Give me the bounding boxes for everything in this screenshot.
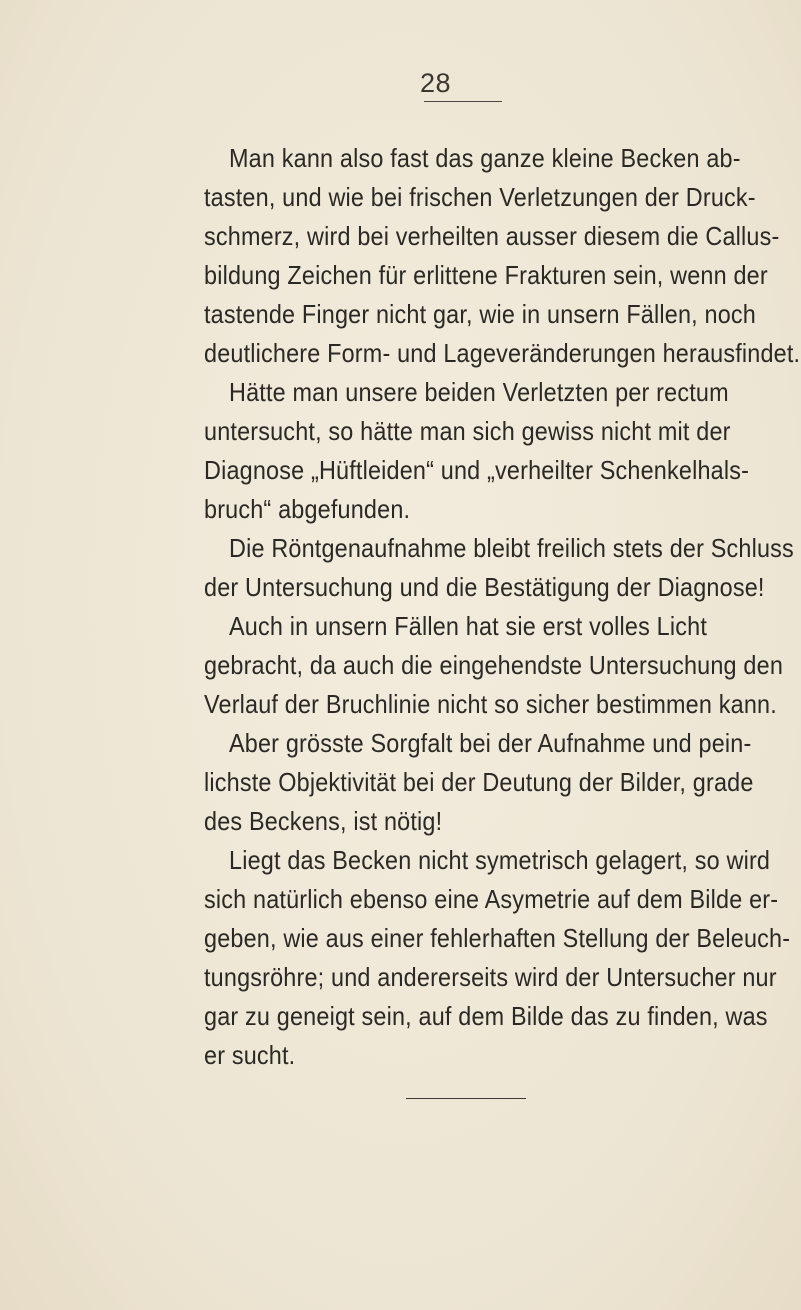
- text-line: er sucht.: [204, 1040, 296, 1070]
- text-line: lichste Objektivität bei der Deutung der Bilder, grade: [204, 767, 754, 797]
- page-number: 28: [420, 68, 452, 98]
- text-line: Auch in unsern Fällen hat sie erst volles Licht: [229, 611, 708, 641]
- text-line: gar zu geneigt sein, auf dem Bilde das zu finden, was: [204, 1001, 768, 1031]
- text-line: Aber grösste Sorgfalt bei der Aufnahme und pein-: [229, 728, 752, 758]
- text-line: bruch“ abgefunden.: [204, 494, 411, 524]
- text-line: Hätte man unsere beiden Verletzten per rectum: [229, 377, 729, 407]
- text-line: untersucht, so hätte man sich gewiss nicht mit der: [204, 416, 731, 446]
- text-line: tastende Finger nicht gar, wie in unsern Fällen, noch: [204, 299, 756, 329]
- text-line: deutlichere Form- und Lageveränderungen herausfindet.: [204, 338, 801, 368]
- text-line: bildung Zeichen für erlittene Frakturen sein, wenn der: [204, 260, 768, 290]
- text-line: Liegt das Becken nicht symetrisch gelagert, so wird: [229, 845, 771, 875]
- header-rule: [424, 101, 502, 102]
- text-line: schmerz, wird bei verheilten ausser diesem die Callus-: [204, 221, 780, 251]
- text-line: gebracht, da auch die eingehendste Untersuchung den: [204, 650, 784, 680]
- text-line: geben, wie aus einer fehlerhaften Stellung der Beleuch-: [204, 923, 791, 953]
- text-line: des Beckens, ist nötig!: [204, 806, 443, 836]
- text-line: Die Röntgenaufnahme bleibt freilich stets der Schluss: [229, 533, 794, 563]
- text-line: Diagnose „Hüftleiden“ und „verheilter Schenkelhals-: [204, 455, 750, 485]
- text-line: sich natürlich ebenso eine Asymetrie auf dem Bilde er-: [204, 884, 779, 914]
- text-line: Verlauf der Bruchlinie nicht so sicher bestimmen kann.: [204, 689, 777, 719]
- closing-rule: [406, 1098, 526, 1099]
- text-line: Man kann also fast das ganze kleine Becken ab-: [229, 143, 741, 173]
- text-line: der Untersuchung und die Bestätigung der Diagnose!: [204, 572, 765, 602]
- text-line: tungsröhre; und andererseits wird der Untersucher nur: [204, 962, 777, 992]
- text-line: tasten, und wie bei frischen Verletzungen der Druck-: [204, 182, 756, 212]
